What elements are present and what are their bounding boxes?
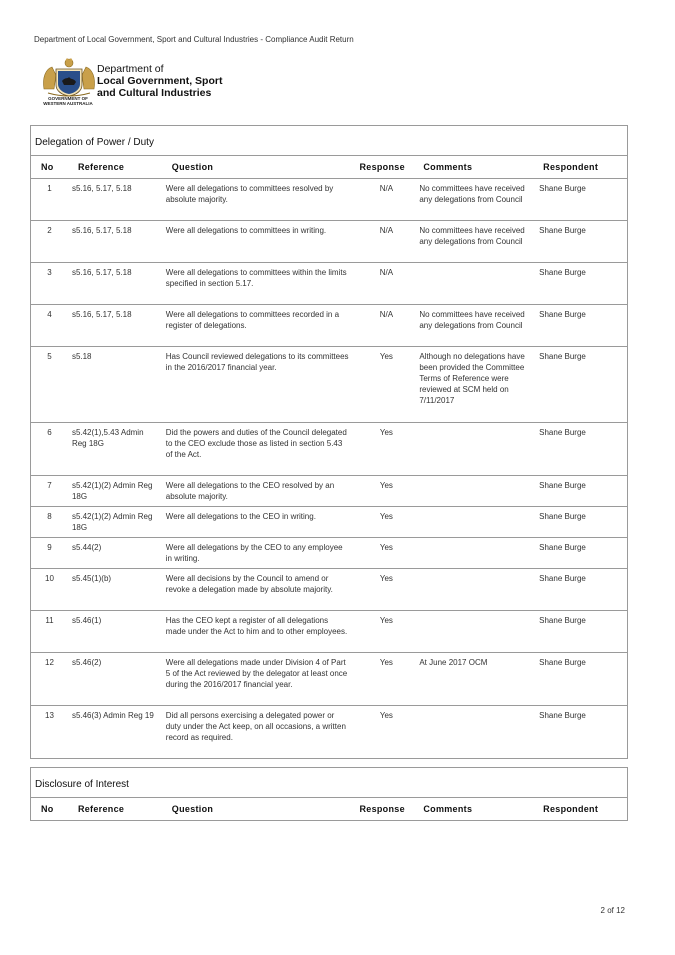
cell-question: Has the CEO kept a register of all delegations made under the Act to him and to other employees. <box>165 616 348 636</box>
table-row <box>31 706 627 759</box>
section-title: Delegation of Power / Duty <box>31 126 627 156</box>
cell-response: Yes <box>379 616 393 625</box>
col-reference-header: Reference <box>77 804 125 814</box>
cell-no: 6 <box>47 428 52 437</box>
table-row <box>31 538 627 569</box>
cell-comments <box>417 611 537 652</box>
cell-respondent: Shane Burge <box>539 184 586 193</box>
cell-respondent: Shane Burge <box>539 226 586 235</box>
cell-no: 8 <box>47 512 52 521</box>
section-title: Disclosure of Interest <box>31 768 627 798</box>
cell-response: Yes <box>379 658 393 667</box>
cell-no: 10 <box>45 574 54 583</box>
cell-respondent: Shane Burge <box>539 268 586 277</box>
department-name-line2: Local Government, Sport <box>97 75 223 87</box>
table-row <box>31 611 627 653</box>
department-logo <box>38 55 238 110</box>
cell-question: Were all delegations to the CEO in writing. <box>165 512 316 521</box>
table-row <box>31 423 627 476</box>
cell-response: N/A <box>379 184 394 193</box>
cell-response: N/A <box>379 226 394 235</box>
cell-response: Yes <box>379 481 393 490</box>
cell-question: Did all persons exercising a delegated power or duty under the Act keep, on all occasions, a written record as required. <box>165 711 346 742</box>
cell-comments <box>417 538 537 568</box>
cell-reference: s5.16, 5.17, 5.18 <box>71 310 132 319</box>
cell-no: 1 <box>47 184 52 193</box>
cell-question: Were all delegations by the CEO to any employee in writing. <box>165 543 343 563</box>
cell-comments <box>417 263 537 304</box>
cell-no: 11 <box>45 616 54 625</box>
cell-respondent: Shane Burge <box>539 543 586 552</box>
cell-respondent: Shane Burge <box>539 711 586 720</box>
department-name <box>97 63 222 99</box>
cell-reference: s5.16, 5.17, 5.18 <box>71 184 132 193</box>
table-row <box>31 653 627 706</box>
cell-comments <box>417 476 537 506</box>
cell-comments: Although no delegations have been provided the Committee Terms of Reference were reviewed at SCM held on 7/11/2017 <box>419 352 525 405</box>
table-header <box>31 156 627 179</box>
cell-reference: s5.16, 5.17, 5.18 <box>71 226 132 235</box>
col-comments-header: Comments <box>423 804 473 814</box>
cell-comments <box>417 569 537 610</box>
cell-comments <box>417 423 537 475</box>
cell-question: Were all delegations to the CEO resolved by an absolute majority. <box>165 481 335 501</box>
cell-response: Yes <box>379 574 393 583</box>
col-response-header: Response <box>359 804 405 814</box>
cell-respondent: Shane Burge <box>539 481 586 490</box>
cell-reference: s5.46(1) <box>71 616 102 625</box>
cell-no: 13 <box>45 711 54 720</box>
cell-comments: No committees have received any delegations from Council <box>419 226 525 246</box>
cell-reference: s5.46(2) <box>71 658 102 667</box>
table-row <box>31 347 627 423</box>
cell-question: Did the powers and duties of the Council delegated to the CEO exclude those as listed in section 5.43 of the Act. <box>165 428 347 459</box>
document-header: Department of Local Government, Sport and Cultural Industries - Compliance Audit Return <box>34 35 354 44</box>
cell-respondent: Shane Burge <box>539 658 586 667</box>
section-delegation <box>30 125 628 759</box>
cell-respondent: Shane Burge <box>539 574 586 583</box>
cell-response: N/A <box>379 268 394 277</box>
crest-caption <box>38 96 98 106</box>
cell-no: 9 <box>47 543 52 552</box>
cell-response: Yes <box>379 543 393 552</box>
table-row <box>31 569 627 611</box>
section-disclosure <box>30 767 628 821</box>
table-row <box>31 507 627 538</box>
cell-reference: s5.42(1)(2) Admin Reg 18G <box>71 512 153 532</box>
cell-reference: s5.42(1),5.43 Admin Reg 18G <box>71 428 144 448</box>
col-comments-header: Comments <box>423 162 473 172</box>
cell-respondent: Shane Burge <box>539 310 586 319</box>
cell-question: Were all delegations to committees resolved by absolute majority. <box>165 184 334 204</box>
cell-question: Were all decisions by the Council to amend or revoke a delegation made by absolute majority. <box>165 574 333 594</box>
table-row <box>31 179 627 221</box>
cell-response: Yes <box>379 352 393 361</box>
col-respondent-header: Respondent <box>543 804 599 814</box>
cell-response: Yes <box>379 428 393 437</box>
cell-reference: s5.16, 5.17, 5.18 <box>71 268 132 277</box>
cell-comments: At June 2017 OCM <box>419 658 488 667</box>
cell-question: Has Council reviewed delegations to its committees in the 2016/2017 financial year. <box>165 352 349 372</box>
cell-response: Yes <box>379 512 393 521</box>
col-no-header: No <box>41 162 54 172</box>
cell-no: 3 <box>47 268 52 277</box>
cell-respondent: Shane Burge <box>539 616 586 625</box>
cell-question: Were all delegations made under Division 4 of Part 5 of the Act reviewed by the delegator at least once during the 2016/2017 financial year. <box>165 658 348 689</box>
cell-question: Were all delegations to committees within the limits specified in section 5.17. <box>165 268 347 288</box>
col-question-header: Question <box>171 162 214 172</box>
cell-no: 2 <box>47 226 52 235</box>
table-row <box>31 221 627 263</box>
cell-respondent: Shane Burge <box>539 428 586 437</box>
table-header <box>31 798 627 821</box>
page-number: 2 of 12 <box>600 906 625 915</box>
table-row <box>31 476 627 507</box>
crest-caption-line2: WESTERN AUSTRALIA <box>43 101 93 106</box>
table-row <box>31 263 627 305</box>
cell-respondent: Shane Burge <box>539 352 586 361</box>
col-no-header: No <box>41 804 54 814</box>
cell-comments: No committees have received any delegations from Council <box>419 184 525 204</box>
cell-comments <box>417 507 537 537</box>
col-respondent-header: Respondent <box>543 162 599 172</box>
col-question-header: Question <box>171 804 214 814</box>
cell-reference: s5.46(3) Admin Reg 19 <box>71 711 154 720</box>
col-response-header: Response <box>359 162 405 172</box>
cell-no: 5 <box>47 352 52 361</box>
department-name-line3: and Cultural Industries <box>97 87 212 99</box>
department-name-line1: Department of <box>97 63 164 75</box>
cell-reference: s5.44(2) <box>71 543 102 552</box>
cell-reference: s5.42(1)(2) Admin Reg 18G <box>71 481 153 501</box>
cell-respondent: Shane Burge <box>539 512 586 521</box>
table-row <box>31 305 627 347</box>
cell-question: Were all delegations to committees in writing. <box>165 226 327 235</box>
crest-caption-line1: GOVERNMENT OF <box>48 96 88 101</box>
cell-no: 12 <box>45 658 54 667</box>
col-reference-header: Reference <box>77 162 125 172</box>
cell-reference: s5.18 <box>71 352 92 361</box>
cell-comments <box>417 706 537 758</box>
cell-reference: s5.45(1)(b) <box>71 574 112 583</box>
cell-question: Were all delegations to committees recorded in a register of delegations. <box>165 310 340 330</box>
cell-no: 4 <box>47 310 52 319</box>
cell-response: N/A <box>379 310 394 319</box>
cell-response: Yes <box>379 711 393 720</box>
cell-comments: No committees have received any delegations from Council <box>419 310 525 330</box>
cell-no: 7 <box>47 481 52 490</box>
